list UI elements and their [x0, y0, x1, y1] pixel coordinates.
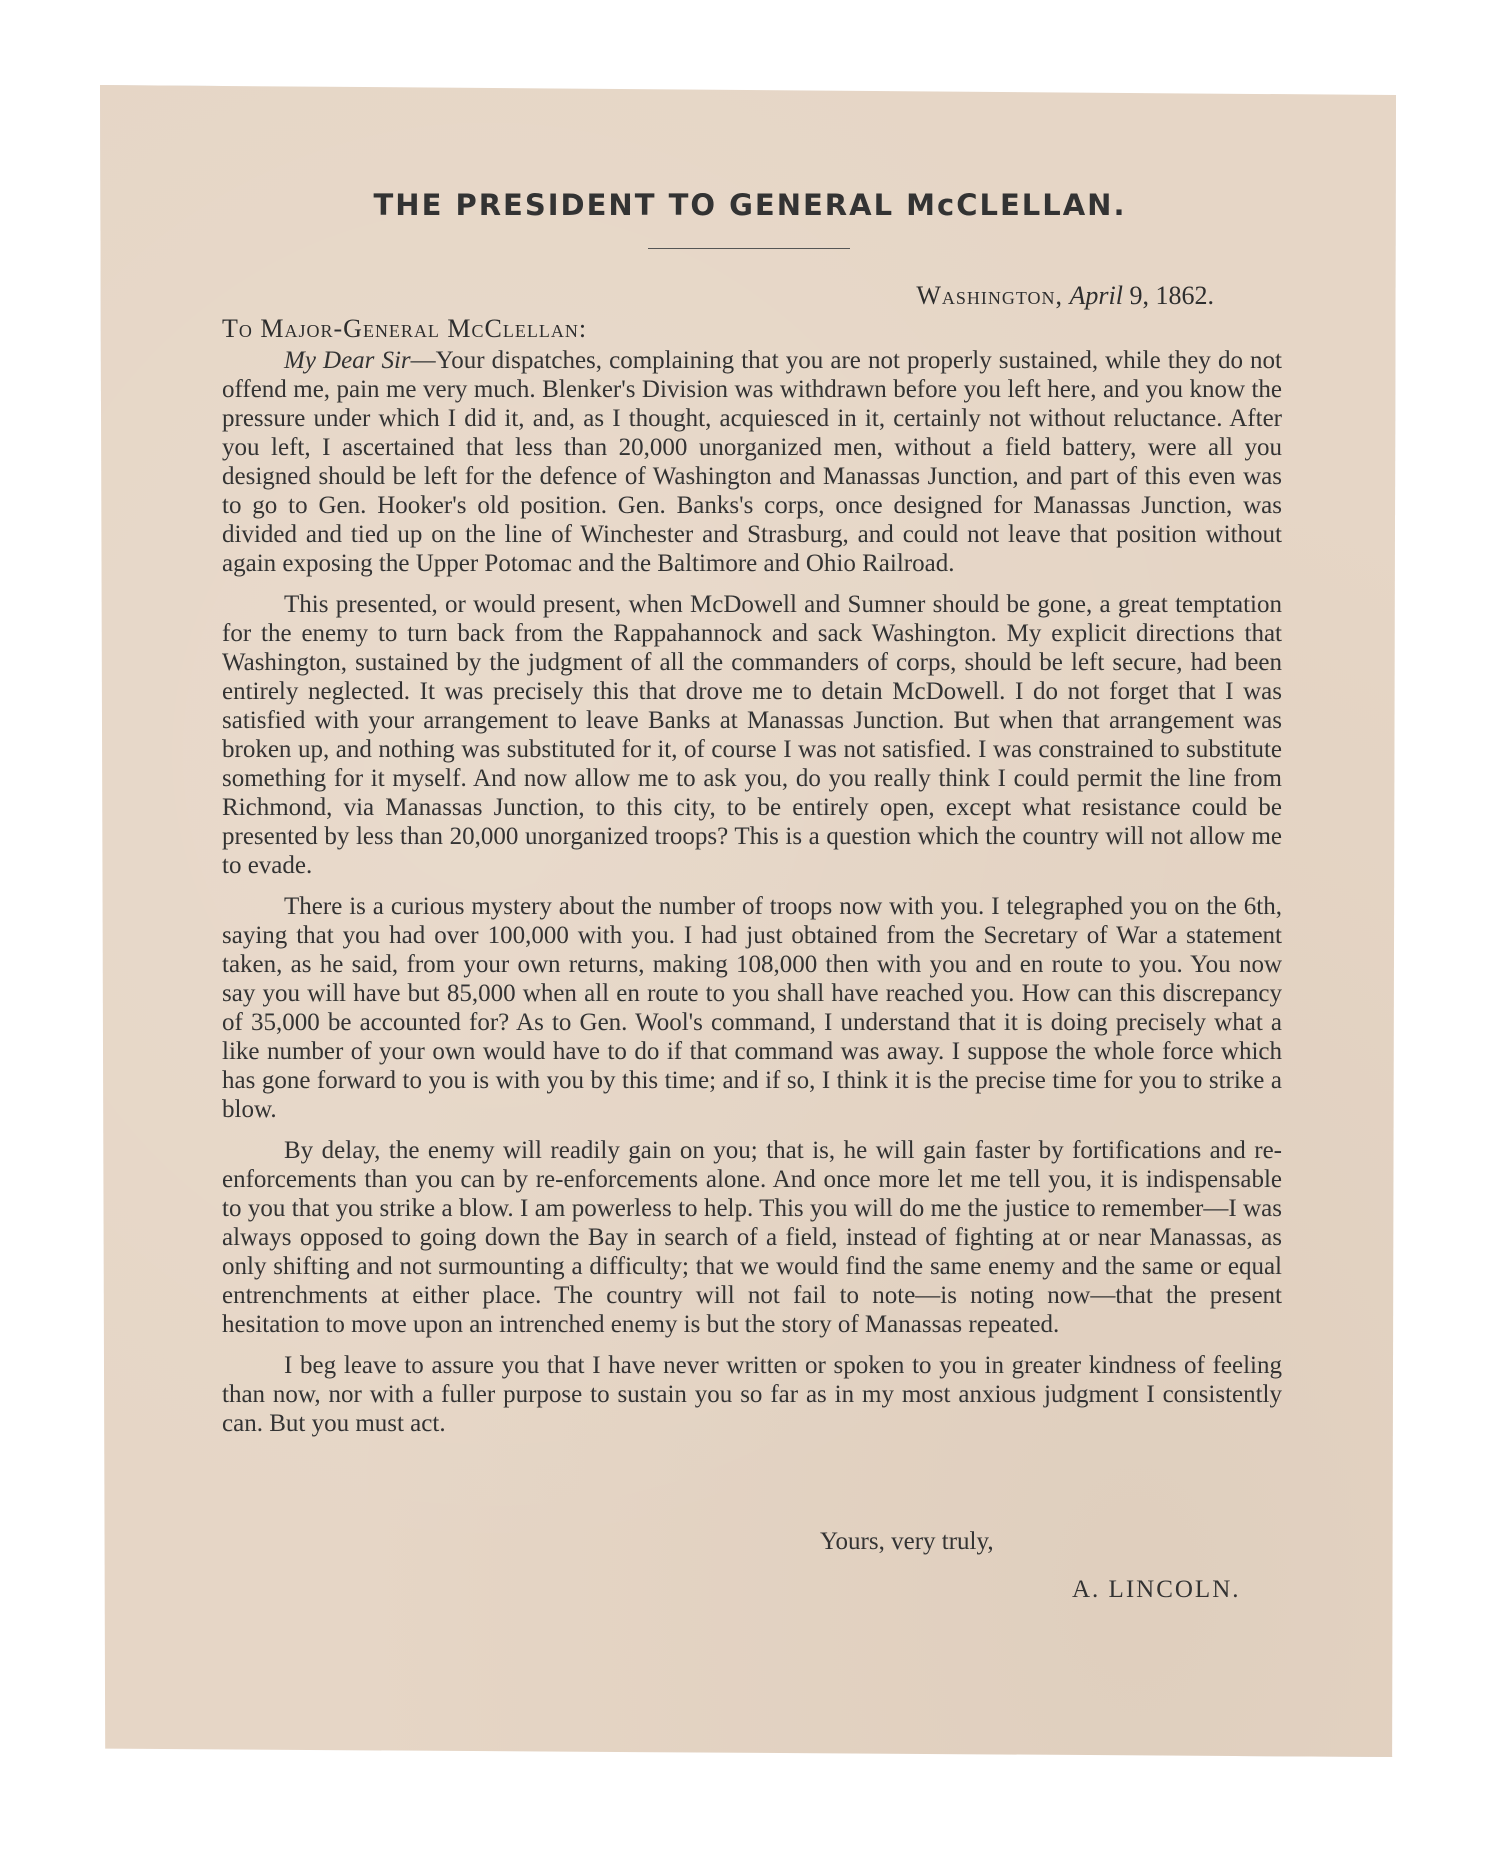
dateline-day-year: 9, 1862.	[1123, 281, 1214, 310]
letter-body	[222, 346, 1282, 1450]
salutation: To Major-General McClellan:	[222, 314, 588, 343]
complimentary-close: Yours, very truly,	[820, 1528, 994, 1555]
title-divider	[648, 248, 850, 249]
dateline-place: Washington,	[916, 281, 1064, 310]
document-title: THE PRESIDENT TO GENERAL McCLELLAN.	[373, 188, 1127, 222]
signature: A. LINCOLN.	[1072, 1576, 1241, 1603]
paragraph: By delay, the enemy will readily gain on you; that is, he will gain faster by fortifications and re-enforcements than you can by re-enforcements alone. And once more let me tell you, it is indispensable to you that you strike a blow. I am powerless to help. This you will do me the justice to remember—I was always opposed to going down the Bay in search of a field, instead of fighting at or near Manassas, as only shifting and not surmounting a difficulty; that we would find the same enemy and the same or equal entrenchments at either place. The country will not fail to note—is noting now—that the present hesitation to move upon an intrenched enemy is but the story of Manassas repeated.	[222, 1137, 1282, 1338]
paragraph-text: —Your dispatches, complaining that you are not properly sustained, while they do not offend me, pain me very much. Blenker's Division was withdrawn before you left here, and you know the pressure under which I did it, and, as I thought, acquiesced in it, certainly not without reluctance. After you left, I ascertained that less than 20,000 unorganized men, without a field battery, were all you designed should be left for the defence of Washington and Manassas Junction, and part of this even was to go to Gen. Hooker's old position. Gen. Banks's corps, once designed for Manassas Junction, was divided and tied up on the line of Winchester and Strasburg, and could not leave that position without again exposing the Upper Potomac and the Baltimore and Ohio Railroad.	[222, 347, 1282, 577]
paragraph	[222, 346, 1282, 578]
dateline-month: April	[1069, 281, 1123, 310]
paragraph: This presented, or would present, when McDowell and Sumner should be gone, a great temptation for the enemy to turn back from the Rappahannock and sack Washington. My explicit directions that Washington, sustained by the judgment of all the commanders of corps, should be left secure, had been entirely neglected. It was precisely this that drove me to detain McDowell. I do not forget that I was satisfied with your arrangement to leave Banks at Manassas Junction. But when that arrangement was broken up, and nothing was substituted for it, of course I was not satisfied. I was constrained to substitute something for it myself. And now allow me to ask you, do you really think I could permit the line from Richmond, via Manassas Junction, to this city, to be entirely open, except what resistance could be presented by less than 20,000 unorganized troops? This is a question which the country will not allow me to evade.	[222, 591, 1282, 879]
greeting: My Dear Sir	[284, 347, 411, 374]
dateline	[700, 281, 1214, 311]
paragraph: I beg leave to assure you that I have never written or spoken to you in greater kindness of feeling than now, nor with a fuller purpose to sustain you so far as in my most anxious judgment I consistently can. But you must act.	[222, 1352, 1282, 1437]
paragraph: There is a curious mystery about the number of troops now with you. I telegraphed you on the 6th, saying that you had over 100,000 with you. I had just obtained from the Secretary of War a statement taken, as he said, from your own returns, making 108,000 then with you and en route to you. You now say you will have but 85,000 when all en route to you shall have reached you. How can this discrepancy of 35,000 be accounted for? As to Gen. Wool's command, I understand that it is doing precisely what a like number of your own would have to do if that command was away. I suppose the whole force which has gone forward to you is with you by this time; and if so, I think it is the precise time for you to strike a blow.	[222, 893, 1282, 1123]
